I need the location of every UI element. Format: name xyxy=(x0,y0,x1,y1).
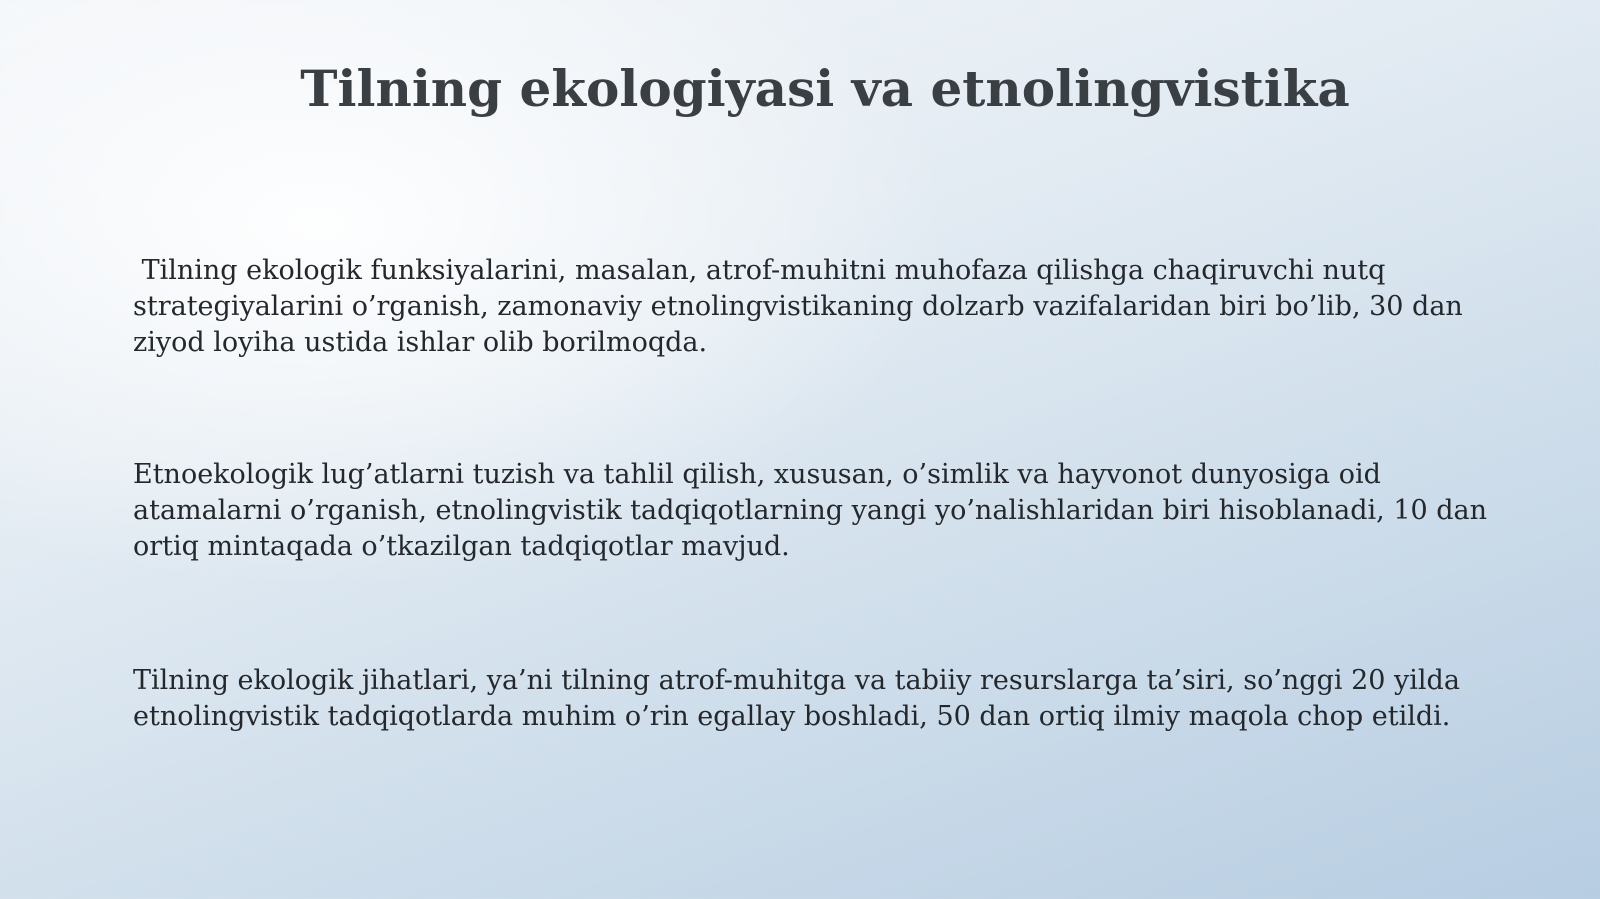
paragraph-ecological-functions: Tilning ekologik funksiyalarini, masalan, atrof-muhitni muhofaza qilishga chaqiruvchi nutq strategiyalarini o’rganish, zamonaviy etnolingvistikaning dolzarb vazifalaridan biri bo’lib, 30 dan ziyod loyiha ustida ishlar olib borilmoqda. xyxy=(133,255,1472,358)
paragraph-ethnoecological-dictionaries: Etnoekologik lug’atlarni tuzish va tahlil qilish, xususan, o’simlik va hayvonot dunyosiga oid atamalarni o’rganish, etnolingvistik tadqiqotlarning yangi yo’nalishlaridan biri hisoblanadi, 10 dan ortiq mintaqada o’tkazilgan tadqiqotlar mavjud. xyxy=(133,459,1496,562)
slide-title: Tilning ekologiyasi va etnolingvistika xyxy=(300,59,1350,118)
paragraph-ecological-aspects: Tilning ekologik jihatlari, ya’ni tilning atrof-muhitga va tabiiy resurslarga ta’siri, so’nggi 20 yilda etnolingvistik tadqiqotlarda muhim o’rin egallay boshladi, 50 dan ortiq ilmiy maqola chop etildi. xyxy=(133,665,1469,732)
